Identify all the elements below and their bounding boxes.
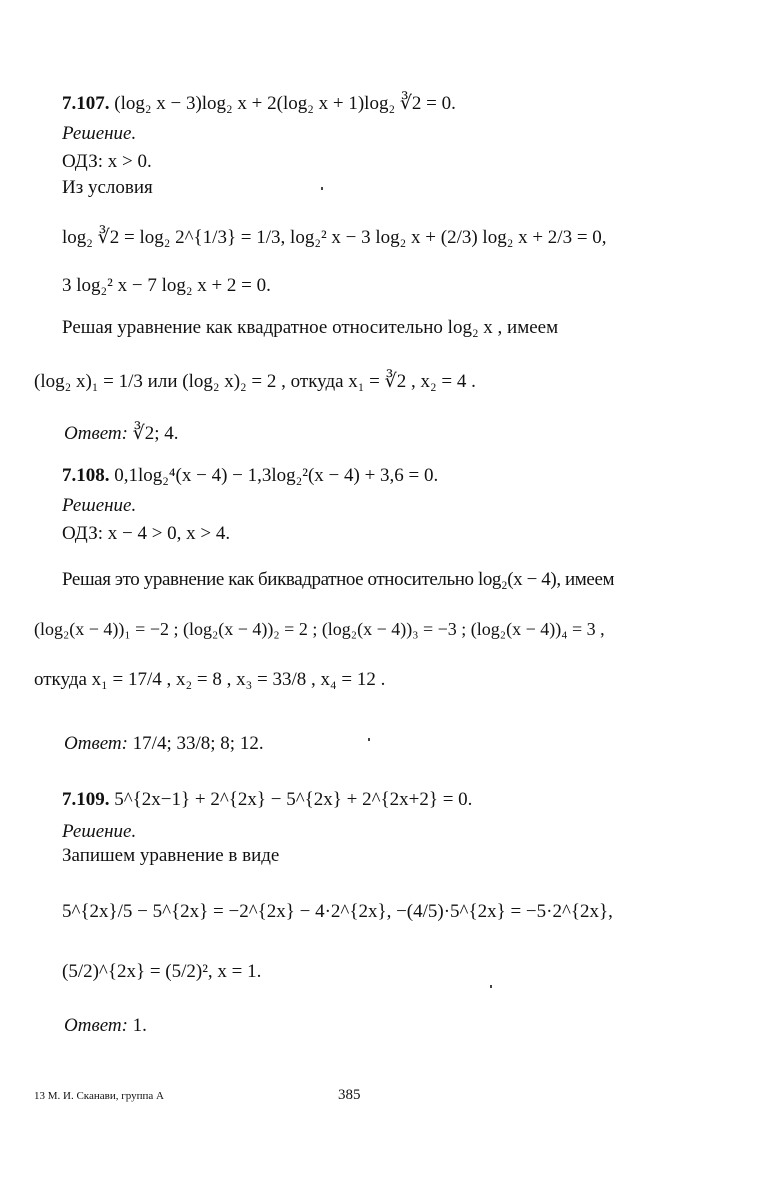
problem-7-107-equation [62, 94, 456, 115]
answer-value: ∛2; 4. [132, 423, 179, 444]
footer-source: 13 М. И. Сканави, группа А [34, 1090, 164, 1102]
domain-line: ОДЗ: x > 0. [62, 151, 152, 172]
page-number: 385 [338, 1087, 361, 1103]
text-step: Решая уравнение как квадратное относительно log₂ x , имеем [62, 317, 559, 338]
answer-label: Ответ: [64, 423, 128, 444]
problem-7-108-equation [62, 466, 438, 487]
answer-label: Ответ: [64, 1015, 128, 1036]
domain-line: ОДЗ: x − 4 > 0, x > 4. [62, 523, 231, 544]
solution-label: Решение. [62, 821, 137, 842]
solution-label: Решение. [62, 123, 137, 144]
condition-intro: Из условия [62, 177, 153, 198]
answer-line [64, 1016, 147, 1037]
math-step: откуда x₁ = 17/4 , x₂ = 8 , x₃ = 33/8 , x₄ = 12 . [34, 669, 386, 690]
problem-number: 7.109. [62, 789, 110, 810]
math-step: 3 log₂² x − 7 log₂ x + 2 = 0. [62, 275, 271, 296]
math-step: (5/2)^{2x} = (5/2)², x = 1. [62, 961, 262, 982]
equation-text: 0,1log₂⁴(x − 4) − 1,3log₂²(x − 4) + 3,6 = 0. [114, 465, 439, 486]
answer-value: 17/4; 33/8; 8; 12. [132, 733, 264, 754]
scan-speck [321, 187, 323, 190]
answer-line [64, 734, 264, 755]
solution-label: Решение. [62, 495, 137, 516]
scan-speck [490, 985, 492, 988]
answer-label: Ответ: [64, 733, 128, 754]
problem-7-109-equation [62, 790, 472, 811]
problem-number: 7.108. [62, 465, 110, 486]
scan-speck [368, 738, 370, 741]
answer-line [64, 424, 179, 445]
math-step: 5^{2x}/5 − 5^{2x} = −2^{2x} − 4·2^{2x}, −(4/5)·5^{2x} = −5·2^{2x}, [62, 901, 613, 922]
math-step: (log₂ x)₁ = 1/3 или (log₂ x)₂ = 2 , откуда x₁ = ∛2 , x₂ = 4 . [34, 371, 476, 392]
intro-line: Запишем уравнение в виде [62, 845, 280, 866]
answer-value: 1. [132, 1015, 147, 1036]
equation-text: 5^{2x−1} + 2^{2x} − 5^{2x} + 2^{2x+2} = 0. [114, 789, 473, 810]
math-step: log₂ ∛2 = log₂ 2^{1/3} = 1/3, log₂² x − 3 log₂ x + (2/3) log₂ x + 2/3 = 0, [62, 227, 607, 248]
equation-text: (log₂ x − 3)log₂ x + 2(log₂ x + 1)log₂ ∛2 = 0. [114, 93, 456, 114]
math-step: (log₂(x − 4))₁ = −2 ; (log₂(x − 4))₂ = 2 ; (log₂(x − 4))₃ = −3 ; (log₂(x − 4))₄ = 3 , [34, 619, 605, 639]
text-step: Решая это уравнение как биквадратное относительно log₂(x − 4), имеем [62, 569, 615, 590]
problem-number: 7.107. [62, 93, 110, 114]
